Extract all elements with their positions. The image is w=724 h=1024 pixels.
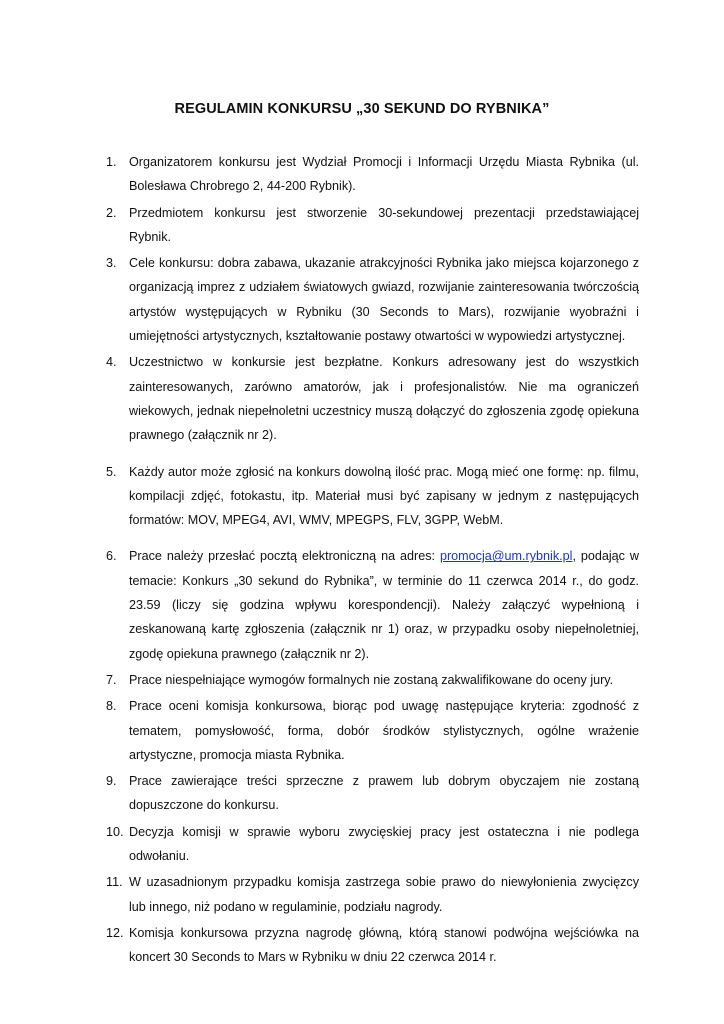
rule-number: 12. bbox=[106, 925, 124, 940]
document-title: REGULAMIN KONKURSU „30 SEKUND DO RYBNIKA” bbox=[174, 100, 550, 117]
rule-text: Cele konkursu: dobra zabawa, ukazanie atrakcyjności Rybnika jako miejsca kojarzonego z organizacją imprez z udziałem światowych gwiazd, rozwijanie zainteresowania twórczością artystów występujących w Rybniku (30 Seconds to Mars), rozwijanie wyobraźni i umiejętności artystycznych, kształtowanie postawy otwartości w wypowiedzi artystycznej. bbox=[129, 256, 639, 344]
rule-item-7 bbox=[0, 668, 724, 692]
rule-item-9 bbox=[0, 769, 724, 818]
rule-item-10 bbox=[0, 820, 724, 869]
rule-number: 7. bbox=[106, 672, 117, 687]
rule-item-11 bbox=[0, 870, 724, 919]
rule-number: 5. bbox=[106, 464, 117, 479]
rule-text-before-email: Prace należy przesłać pocztą elektroniczną na adres: bbox=[129, 549, 440, 564]
rule-text bbox=[129, 544, 639, 665]
rule-text: Organizatorem konkursu jest Wydział Promocji i Informacji Urzędu Miasta Rybnika (ul. Bolesława Chrobrego 2, 44-200 Rybnik). bbox=[129, 155, 639, 194]
rules-list bbox=[0, 150, 724, 970]
rule-number: 2. bbox=[106, 205, 117, 220]
rule-item-6 bbox=[0, 544, 724, 665]
rule-text: Przedmiotem konkursu jest stworzenie 30-sekundowej prezentacji przedstawiającej Rybnik. bbox=[129, 205, 639, 244]
rule-number: 9. bbox=[106, 774, 117, 789]
rule-item-3 bbox=[0, 251, 724, 348]
rule-text: Prace oceni komisja konkursowa, biorąc pod uwagę następujące kryteria: zgodność z tematem, pomysłowość, forma, dobór środków stylistycznych, ogólne wrażenie artystyczne, promocja miasta Rybnika. bbox=[129, 699, 639, 762]
rule-text-after-email: , podając w temacie: Konkurs „30 sekund do Rybnika”, w terminie do 11 czerwca 2014 r., do godz. 23.59 (liczy się godzina wpływu korespondencji). Należy załączyć wypełnioną i zeskanowaną kartę zgłoszenia (załącznik nr 1) oraz, w przypadku osoby niepełnoletniej, zgodę opiekuna prawnego (załącznik nr 2). bbox=[129, 549, 639, 661]
rule-item-2 bbox=[0, 201, 724, 250]
rule-number: 3. bbox=[106, 256, 117, 271]
rule-item-5 bbox=[0, 460, 724, 533]
rule-number: 10. bbox=[106, 824, 124, 839]
rule-item-12 bbox=[0, 921, 724, 970]
rule-number: 4. bbox=[106, 355, 117, 370]
rule-item-8 bbox=[0, 694, 724, 767]
rule-number: 11. bbox=[106, 875, 123, 890]
rule-text: W uzasadnionym przypadku komisja zastrzega sobie prawo do niewyłonienia zwycięzcy lub innego, niż podano w regulaminie, podziału nagrody. bbox=[129, 875, 639, 914]
rule-item-4 bbox=[0, 350, 724, 447]
rule-number: 1. bbox=[106, 155, 117, 169]
rule-text: Komisja konkursowa przyzna nagrodę główną, którą stanowi podwójna wejściówka na koncert 30 Seconds to Mars w Rybniku w dniu 22 czerwca 2014 r. bbox=[129, 925, 639, 965]
rule-number: 6. bbox=[106, 549, 117, 564]
rule-text: Uczestnictwo w konkursie jest bezpłatne. Konkurs adresowany jest do wszystkich zainteresowanych, zarówno amatorów, jak i profesjonalistów. Nie ma ograniczeń wiekowych, jednak niepełnoletni uczestnicy muszą dołączyć do zgłoszenia zgodę opiekuna prawnego (załącznik nr 2). bbox=[129, 355, 639, 443]
rule-text: Prace niespełniające wymogów formalnych nie zostaną zakwalifikowane do oceny jury. bbox=[129, 672, 614, 687]
rule-number: 8. bbox=[106, 699, 117, 714]
email-link[interactable]: promocja@um.rybnik.pl bbox=[439, 549, 573, 564]
rule-item-1 bbox=[0, 150, 724, 199]
rule-text: Decyzja komisji w sprawie wyboru zwycięskiej pracy jest ostateczna i nie podlega odwołaniu. bbox=[129, 824, 639, 864]
rule-text: Każdy autor może zgłosić na konkurs dowolną ilość prac. Mogą mieć one formę: np. filmu, kompilacji zdjęć, fotokastu, itp. Materiał musi być zapisany w jednym z następujących formatów: MOV, MPEG4, AVI, WMV, MPEGPS, FLV, 3GPP, WebM. bbox=[129, 464, 639, 528]
rule-text: Prace zawierające treści sprzeczne z prawem lub dobrym obyczajem nie zostaną dopuszczone do konkursu. bbox=[129, 774, 639, 813]
